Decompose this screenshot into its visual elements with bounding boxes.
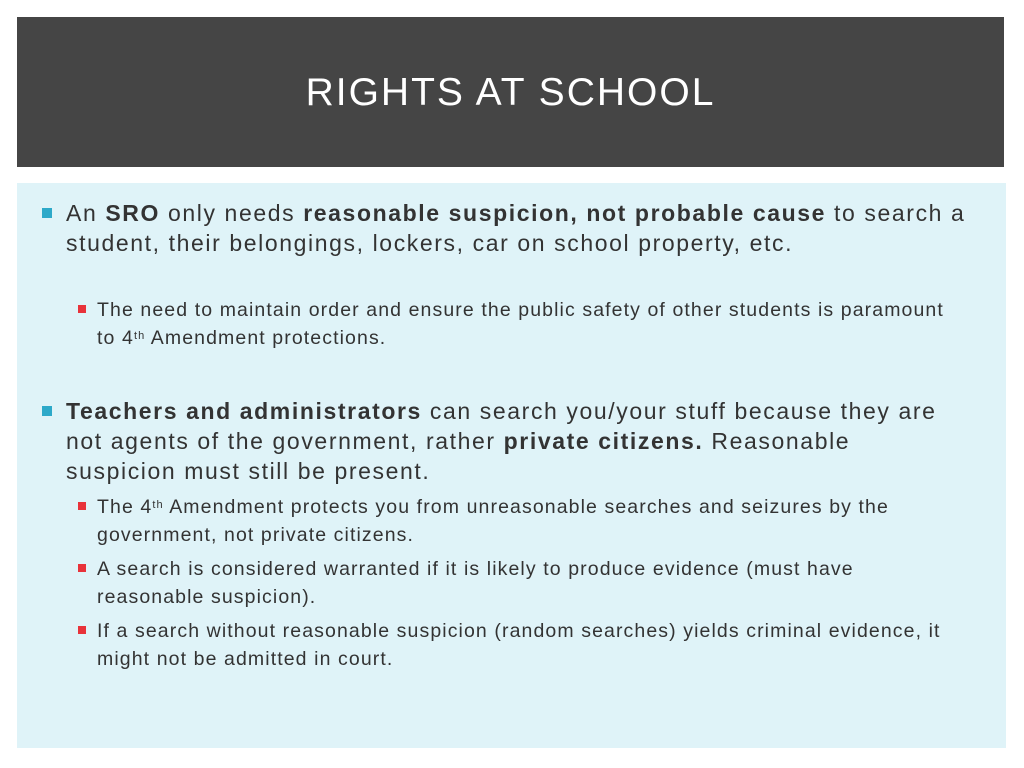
bullet-marker-icon [42, 406, 52, 416]
bullet-text: Teachers and administrators can search you/your stuff because they are not agents of the government, rather private citizens. Reasonable suspicion must still be present. [66, 398, 937, 484]
bullet-text: An SRO only needs reasonable suspicion, not probable cause to search a student, their belongings, lockers, car on school property, etc. [66, 200, 966, 256]
sub-bullet-item [97, 555, 957, 611]
sub-bullet-text: A search is considered warranted if it is likely to produce evidence (must have reasonable suspicion). [97, 558, 854, 608]
sub-bullet-marker-icon [78, 305, 86, 313]
sub-bullet-item [97, 493, 957, 549]
sub-bullet-marker-icon [78, 502, 86, 510]
sub-bullet-text: The need to maintain order and ensure the public safety of other students is paramount to 4th Amendment protections. [97, 299, 944, 349]
title-bar [17, 17, 1004, 167]
sub-bullet-text: The 4th Amendment protects you from unreasonable searches and seizures by the government, not private citizens. [97, 496, 889, 546]
sub-bullet-text: If a search without reasonable suspicion (random searches) yields criminal evidence, it might not be admitted in court. [97, 620, 941, 670]
sub-bullet-marker-icon [78, 626, 86, 634]
bullet-item [66, 198, 966, 258]
bullet-marker-icon [42, 208, 52, 218]
sub-bullet-item [97, 617, 957, 673]
sub-bullet-item [97, 296, 957, 352]
slide-title: RIGHTS AT SCHOOL [305, 71, 716, 114]
bullet-item [66, 396, 966, 486]
sub-bullet-marker-icon [78, 564, 86, 572]
